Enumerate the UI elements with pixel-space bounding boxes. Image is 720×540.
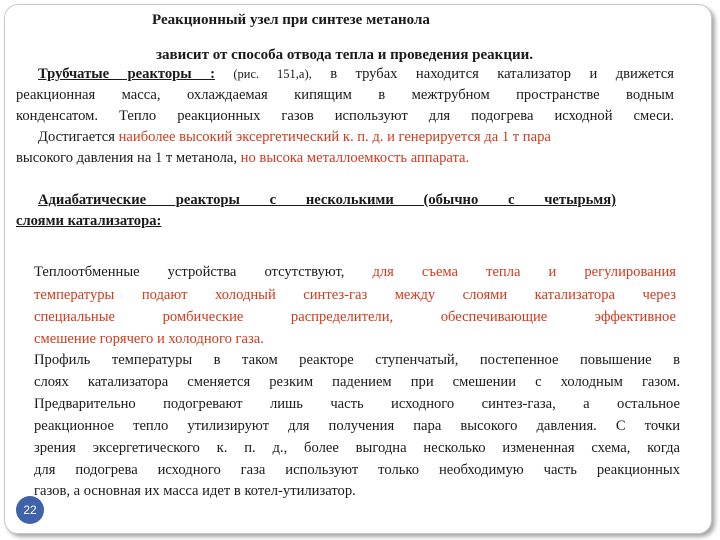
p2-line-2-red: но высока металлоемкость аппарата. xyxy=(240,150,470,166)
p1-line-3: конденсатом. Тепло реакционных газов используют для подогрева исходной смеси. xyxy=(16,108,674,124)
p3-line-1-black: Теплоотбменные устройства отсутствуют, xyxy=(34,264,345,280)
p3-line-1 xyxy=(34,262,676,282)
p4-line-6: для подогрева исходного газа используют только необходимую часть реакционных xyxy=(34,462,680,478)
p2-line-1 xyxy=(38,127,551,147)
p1-line-2: реакционная масса, охлаждаемая кипящим в межтрубном пространстве водным xyxy=(16,87,674,103)
p4-line-1: Профиль температуры в таком реакторе ступенчатый, постепенное повышение в xyxy=(34,352,680,368)
heading2-line-1: Адиабатические реакторы с несколькими (обычно с четырьмя) xyxy=(38,192,616,208)
p3-line-4: смешение горячего и холодного газа. xyxy=(34,331,264,347)
p3-line-2: температуры подают холодный синтез-газ между слоями катализатора через xyxy=(34,287,676,303)
title-line-1: Реакционный узел при синтезе метанола xyxy=(152,12,430,28)
p2-line-2-black: высокого давления на 1 т метанола, xyxy=(16,150,238,166)
heading2-line-2: слоями катализатора: xyxy=(16,213,162,229)
p3-line-3: специальные ромбические распределители, обеспечивающие эффективное xyxy=(34,309,676,325)
p4-line-4: реакционное тепло утилизируют для получения пара высокого давления. С точки xyxy=(34,418,680,434)
p4-line-2: слоях катализатора сменяется резким падением при смешении с холодным газом. xyxy=(34,374,680,390)
title-line-2: зависит от способа отвода тепла и проведения реакции. xyxy=(156,47,534,63)
p4-line-7: газов, а основная их масса идет в котел-утилизатор. xyxy=(34,483,356,499)
p1-label: Трубчатые реакторы : xyxy=(38,66,215,82)
p1-line-1-rest: в трубах находится катализатор и движется xyxy=(330,66,674,82)
p1-ref: (рис. 151,а), xyxy=(233,67,312,81)
p1-line-1 xyxy=(38,64,674,84)
p3-line-1-red: для съема тепла и регулирования xyxy=(372,264,676,280)
p4-line-5: зрения эксергетического к. п. д., более выгодна несколько измененная схема, когда xyxy=(34,440,680,456)
p2-line-2 xyxy=(16,148,469,168)
p4-line-3: Предварительно подогревают лишь часть исходного синтез-газа, а остальное xyxy=(34,396,680,412)
p2-line-1-black: Достигается xyxy=(38,129,115,145)
page-number-badge: 22 xyxy=(16,496,44,524)
p2-line-1-red: наиболее высокий эксергетический к. п. д. и генерируется да 1 т пара xyxy=(118,129,551,145)
